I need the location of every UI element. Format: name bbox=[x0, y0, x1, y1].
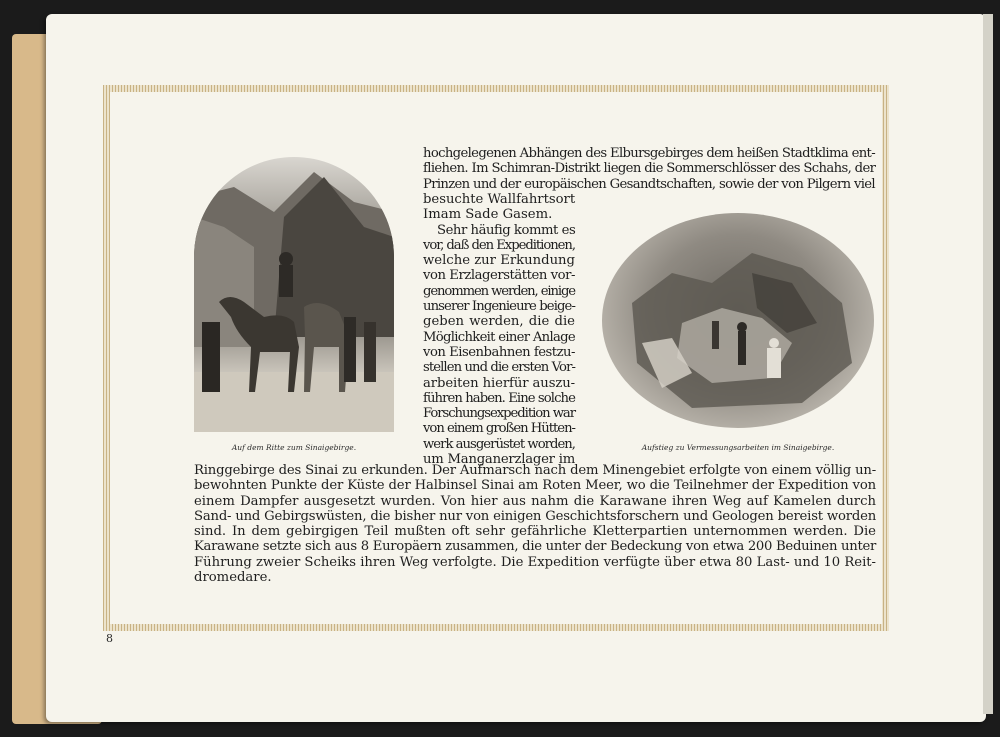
text-line: fliehen. Im Schimran-Distrikt liegen die Sommerschlösser des Schahs, der bbox=[423, 161, 876, 177]
text-line: arbeiten hierfür auszu- bbox=[423, 375, 575, 391]
text-line: hochgelegenen Abhängen des Elbursgebirges dem heißen Stadtklima ent- bbox=[423, 146, 875, 161]
text-line: unserer Ingenieure beige- bbox=[423, 299, 575, 315]
text-line: von Erzlagerstätten vor- bbox=[423, 268, 575, 284]
camel-scene-illustration bbox=[194, 157, 394, 432]
text-line: Führung zweier Scheiks ihren Weg verfolgte. Die Expedition verfügte über etwa 80 Last- und 10 Reit- bbox=[194, 554, 876, 570]
text-middle-column bbox=[423, 192, 575, 467]
text-line: besuchte Wallfahrtsort bbox=[423, 192, 576, 207]
text-line: Sand- und Gebirgswüsten, die bisher nur von einigen Geschichtsforschern und Geologen bereist worden bbox=[194, 508, 876, 524]
text-line: Sehr häufig kommt es bbox=[437, 222, 576, 238]
text-line: führen haben. Eine solche bbox=[423, 390, 575, 406]
text-line: einem Dampfer ausgesetzt wurden. Von hier aus nahm die Karawane ihren Weg auf Kamelen durch bbox=[194, 493, 876, 509]
text-line: Ringgebirge des Sinai zu erkunden. Der Aufmarsch nach dem Minengebiet erfolgte von einem völlig un- bbox=[194, 463, 876, 478]
text-line: um Manganerzlager im bbox=[423, 452, 575, 468]
text-line: Möglichkeit einer Anlage bbox=[423, 329, 575, 345]
text-line: von Eisenbahnen festzu- bbox=[423, 344, 575, 360]
text-line: sind. In dem gebirgigen Teil mußten oft sehr gefährliche Kletterpartien unternommen werden. Die bbox=[194, 524, 876, 540]
text-line: dromedare. bbox=[194, 570, 272, 586]
text-line: genommen werden, einige bbox=[423, 283, 575, 299]
text-line: werk ausgerüstet worden, bbox=[423, 436, 575, 452]
text-line: vor, daß den Expeditionen, bbox=[423, 237, 575, 253]
caption-left-photo: Auf dem Ritte zum Sinaigebirge. bbox=[231, 443, 357, 452]
photo-camel-ride bbox=[194, 157, 394, 432]
text-line: welche zur Erkundung bbox=[423, 253, 575, 269]
caption-right-photo: Aufstieg zu Vermessungsarbeiten im Sinaigebirge. bbox=[641, 443, 835, 452]
text-line: Forschungsexpedition war bbox=[423, 406, 575, 422]
text-line: Imam Sade Gasem. bbox=[423, 207, 553, 223]
text-line: von einem großen Hütten- bbox=[423, 421, 575, 437]
text-line: bewohnten Punkte der Küste der Halbinsel Sinai am Roten Meer, wo die Teilnehmer der Expedition von bbox=[194, 478, 876, 494]
text-line: Prinzen und der europäischen Gesandtschaften, sowie der von Pilgern viel bbox=[423, 176, 875, 192]
text-line: Karawane setzte sich aus 8 Europäern zusammen, die unter der Bedeckung von etwa 200 Beduinen unter bbox=[194, 539, 876, 555]
text-line: stellen und die ersten Vor- bbox=[423, 360, 575, 376]
text-line: geben werden, die die bbox=[423, 314, 575, 330]
text-bottom-paragraph bbox=[194, 463, 876, 585]
page-edge bbox=[983, 14, 993, 714]
text-top-paragraph bbox=[423, 146, 875, 192]
rock-scene-illustration bbox=[602, 213, 874, 428]
page-number: 8 bbox=[106, 632, 113, 645]
photo-surveying-climb bbox=[602, 213, 874, 428]
